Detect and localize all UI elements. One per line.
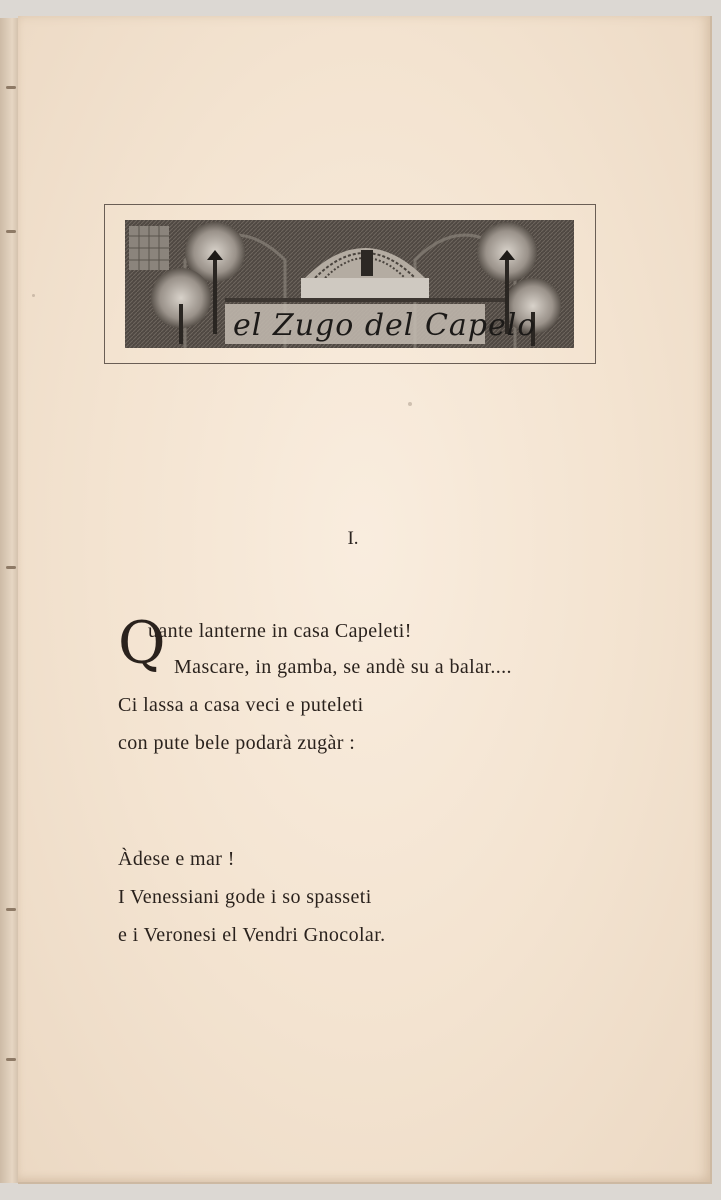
binding-stitch: [6, 908, 16, 911]
paper-spot: [408, 402, 412, 406]
poem-line: uante lanterne in casa Capeleti!: [148, 620, 412, 642]
drop-cap: Q: [118, 609, 166, 677]
poem-line: con pute bele podarà zugàr :: [118, 732, 356, 754]
poem-line: Ci lassa a casa veci e puteleti: [118, 694, 364, 716]
binding-stitch: [6, 1058, 16, 1061]
binding-stitch: [6, 230, 16, 233]
poem-line: Mascare, in gamba, se andè su a balar....: [174, 656, 512, 678]
header-ornament-frame: [104, 204, 596, 364]
poem-line: Àdese e mar !: [118, 848, 235, 870]
poem-line: I Venessiani gode i so spasseti: [118, 886, 372, 908]
book-page: [18, 16, 712, 1184]
chapter-numeral: I.: [347, 528, 359, 549]
header-illustration: [125, 220, 574, 348]
binding-stitch: [6, 86, 16, 89]
binding-stitch: [6, 566, 16, 569]
header-title: el Zugo del Capelo: [233, 308, 537, 343]
paper-spot: [32, 294, 35, 297]
poem-line: e i Veronesi el Vendri Gnocolar.: [118, 924, 386, 946]
